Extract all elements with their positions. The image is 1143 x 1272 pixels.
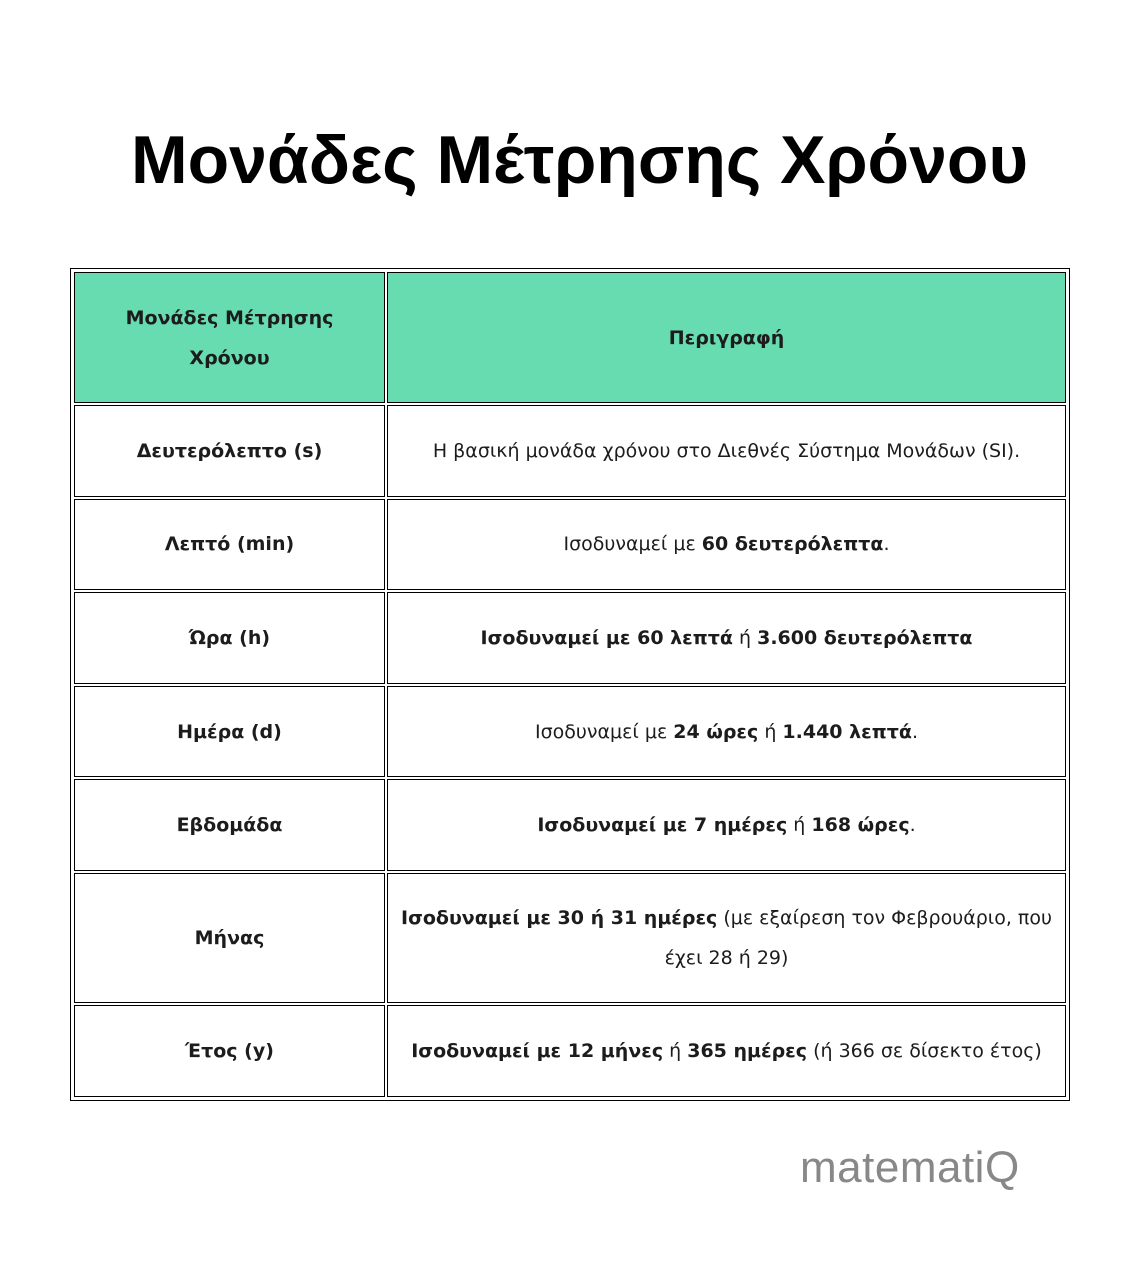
description-cell [387, 779, 1066, 871]
description-bold-text: 168 ώρες [811, 814, 910, 837]
description-cell [387, 873, 1066, 1003]
description-bold-text: Ισοδυναμεί με 12 μήνες [411, 1040, 664, 1063]
description-text: . [911, 720, 918, 743]
unit-cell: Λεπτό (min) [74, 499, 385, 591]
unit-cell: Δευτερόλεπτο (s) [74, 405, 385, 497]
description-text: ή [787, 814, 812, 837]
description-bold-text: 24 ώρες [673, 720, 759, 743]
description-bold-text: Ισοδυναμεί με 60 λεπτά [480, 627, 733, 650]
header-unit: Μονάδες Μέτρησης Χρόνου [74, 272, 385, 403]
description-text: Η βασική μονάδα χρόνου στο Διεθνές Σύστημα Μονάδων (SI). [432, 439, 1021, 462]
unit-cell: Ημέρα (d) [74, 686, 385, 778]
table-row [74, 1005, 1066, 1097]
unit-cell: Εβδομάδα [74, 779, 385, 871]
description-bold-text: 3.600 δευτερόλεπτα [757, 627, 973, 650]
table-header-row [74, 272, 1066, 403]
description-cell [387, 686, 1066, 778]
description-bold-text: Ισοδυναμεί με 7 ημέρες [537, 814, 788, 837]
header-description: Περιγραφή [387, 272, 1066, 403]
table-row [74, 499, 1066, 591]
description-cell [387, 592, 1066, 684]
table-row [74, 779, 1066, 871]
table-row [74, 686, 1066, 778]
description-text: . [909, 814, 916, 837]
description-cell [387, 405, 1066, 497]
description-cell [387, 1005, 1066, 1097]
unit-cell: Μήνας [74, 873, 385, 1003]
description-bold-text: Ισοδυναμεί με 30 ή 31 ημέρες [401, 907, 718, 930]
description-text: (με εξαίρεση τον Φεβρουάριο, που έχει 28 ή 29) [664, 907, 1052, 970]
table-row [74, 873, 1066, 1003]
unit-cell: Έτος (y) [74, 1005, 385, 1097]
page-title: Μονάδες Μέτρησης Χρόνου [130, 122, 1029, 198]
table-row [74, 592, 1066, 684]
time-units-table [72, 270, 1068, 1099]
description-text: Ισοδυναμεί με [535, 720, 674, 743]
description-text: ή [758, 720, 783, 743]
unit-cell: Ώρα (h) [74, 592, 385, 684]
table-body [74, 405, 1066, 1097]
description-text: Ισοδυναμεί με [563, 533, 702, 556]
description-cell [387, 499, 1066, 591]
description-bold-text: 1.440 λεπτά [782, 720, 912, 743]
description-bold-text: 365 ημέρες [687, 1040, 808, 1063]
description-text: . [883, 533, 890, 556]
description-text: ή [663, 1040, 688, 1063]
description-text: (ή 366 σε δίσεκτο έτος) [807, 1040, 1042, 1063]
brand-logo: matematiQ [800, 1143, 1020, 1192]
description-bold-text: 60 δευτερόλεπτα [701, 533, 884, 556]
table-row [74, 405, 1066, 497]
time-units-table-wrapper [70, 268, 1070, 1101]
description-text: ή [732, 627, 758, 650]
